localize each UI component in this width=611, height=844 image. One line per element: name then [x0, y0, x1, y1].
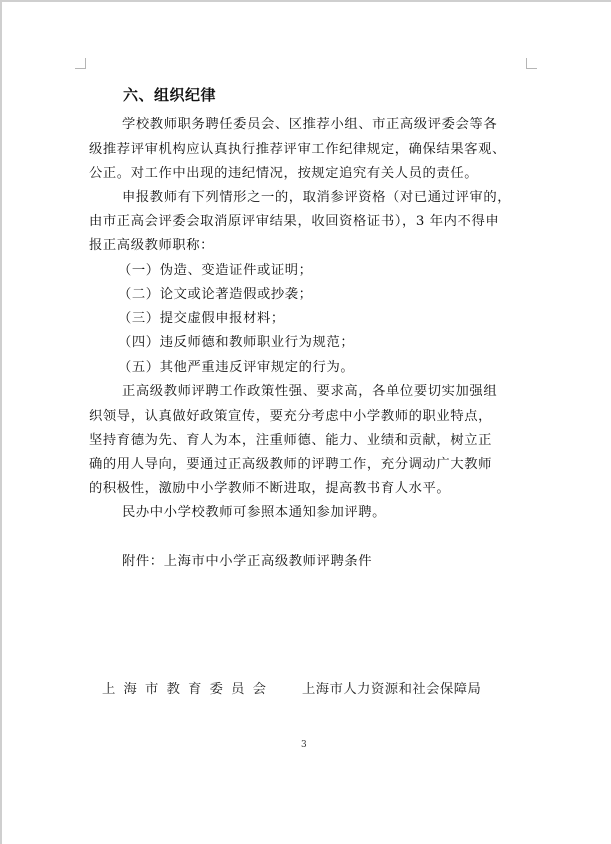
para3-line4: 确的用人导向，要通过正高级教师的评聘工作，充分调动广大教师 [89, 457, 493, 472]
para1-line1: 学校教师职务聘任委员会、区推荐小组、市正高级评委会等各 [122, 117, 498, 132]
para2-line2: 由市正高会评委会取消原评审结果，收回资格证书），3 年内不得申 [89, 214, 500, 229]
para3-line2: 织领导，认真做好政策宣传，要充分考虑中小学教师的职业特点， [89, 409, 493, 424]
signature-hr-bureau: 上海市人力资源和社会保障局 [302, 682, 482, 697]
para3-line5: 的积极性，激励中小学教师不断进取，提高教书育人水平。 [89, 481, 451, 496]
para2-line3: 报正高级教师职称： [89, 238, 215, 253]
signature-education-commission: 上 海 市 教 育 委 员 会 [102, 682, 268, 697]
para1-line2: 级推荐评审机构应认真执行推荐评审工作纪律规定，确保结果客观、 [89, 142, 506, 157]
attachment-note: 附件：上海市中小学正高级教师评聘条件 [122, 554, 373, 569]
para3-line3: 坚持育德为先、育人为本，注重师德、能力、业绩和贡献，树立正 [89, 433, 493, 448]
para1-line3: 公正。对工作中出现的违纪情况，按规定追究有关人员的责任。 [89, 166, 479, 181]
page-number: 3 [301, 740, 307, 750]
para2-line1: 申报教师有下列情形之一的，取消参评资格（对已通过评审的， [122, 190, 512, 205]
list-item-2: （二）论文或论著造假或抄袭； [118, 287, 313, 302]
para4: 民办中小学校教师可参照本通知参加评聘。 [122, 505, 387, 520]
list-item-1: （一）伪造、变造证件或证明； [118, 263, 313, 278]
page-border-top [0, 0, 611, 2]
para3-line1: 正高级教师评聘工作政策性强、要求高，各单位要切实加强组 [122, 384, 498, 399]
page-border-left [0, 0, 2, 844]
crop-mark-top-right [526, 58, 537, 69]
list-item-3: （三）提交虚假申报材料； [118, 311, 285, 326]
crop-mark-top-left [75, 58, 86, 69]
list-item-4: （四）违反师德和教师职业行为规范； [118, 335, 355, 350]
section-heading: 六、组织纪律 [123, 86, 217, 104]
list-item-5: （五）其他严重违反评审规定的行为。 [118, 360, 355, 375]
